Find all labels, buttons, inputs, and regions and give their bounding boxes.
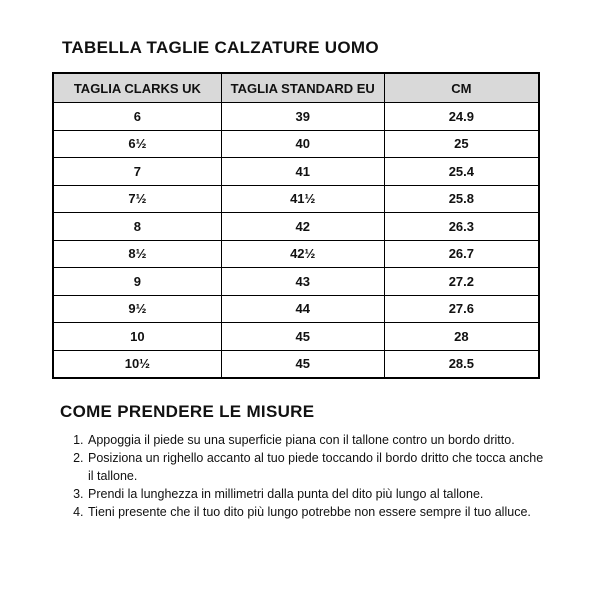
instructions-title: COME PRENDERE LE MISURE — [60, 402, 315, 421]
cell-uk-size: 9 — [53, 268, 221, 296]
size-table-header — [53, 73, 539, 103]
cell-eu-size: 44 — [221, 295, 384, 323]
cell-eu-size: 43 — [221, 268, 384, 296]
cell-uk-size: 7½ — [53, 185, 221, 213]
cell-uk-size: 6 — [53, 103, 221, 131]
table-row — [53, 240, 539, 268]
table-row — [53, 103, 539, 131]
table-row — [53, 350, 539, 378]
cell-eu-size: 41 — [221, 158, 384, 186]
table-row — [53, 158, 539, 186]
table-row — [53, 295, 539, 323]
cell-eu-size: 40 — [221, 130, 384, 158]
cell-cm-length: 26.3 — [384, 213, 539, 241]
cell-eu-size: 45 — [221, 350, 384, 378]
instruction-item: 2. Posiziona un righello accanto al tuo piede toccando il bordo dritto che tocca anche il tallone. — [87, 449, 549, 485]
cell-eu-size: 42 — [221, 213, 384, 241]
cell-uk-size: 10 — [53, 323, 221, 351]
cell-uk-size: 8½ — [53, 240, 221, 268]
column-header-standard-eu: TAGLIA STANDARD EU — [221, 73, 384, 103]
page-title: TABELLA TAGLIE CALZATURE UOMO — [62, 38, 379, 57]
cell-uk-size: 9½ — [53, 295, 221, 323]
cell-eu-size: 41½ — [221, 185, 384, 213]
cell-cm-length: 28 — [384, 323, 539, 351]
cell-eu-size: 42½ — [221, 240, 384, 268]
cell-cm-length: 24.9 — [384, 103, 539, 131]
cell-cm-length: 27.6 — [384, 295, 539, 323]
cell-uk-size: 6½ — [53, 130, 221, 158]
cell-cm-length: 25 — [384, 130, 539, 158]
table-row — [53, 213, 539, 241]
instruction-item: 3. Prendi la lunghezza in millimetri dalla punta del dito più lungo al tallone. — [87, 485, 549, 503]
cell-uk-size: 8 — [53, 213, 221, 241]
cell-cm-length: 27.2 — [384, 268, 539, 296]
cell-cm-length: 26.7 — [384, 240, 539, 268]
instructions-list — [62, 431, 549, 521]
cell-cm-length: 25.8 — [384, 185, 539, 213]
instruction-item: 4. Tieni presente che il tuo dito più lungo potrebbe non essere sempre il tuo alluce. — [87, 503, 549, 521]
table-row — [53, 323, 539, 351]
table-row — [53, 268, 539, 296]
column-header-cm: CM — [384, 73, 539, 103]
cell-eu-size: 45 — [221, 323, 384, 351]
table-row — [53, 185, 539, 213]
instruction-item: 1. Appoggia il piede su una superficie piana con il tallone contro un bordo dritto. — [87, 431, 549, 449]
column-header-clarks-uk: TAGLIA CLARKS UK — [53, 73, 221, 103]
cell-uk-size: 10½ — [53, 350, 221, 378]
size-table — [52, 72, 540, 379]
cell-cm-length: 28.5 — [384, 350, 539, 378]
cell-cm-length: 25.4 — [384, 158, 539, 186]
cell-eu-size: 39 — [221, 103, 384, 131]
cell-uk-size: 7 — [53, 158, 221, 186]
size-table-body — [53, 103, 539, 379]
table-row — [53, 130, 539, 158]
header-row — [53, 73, 539, 103]
